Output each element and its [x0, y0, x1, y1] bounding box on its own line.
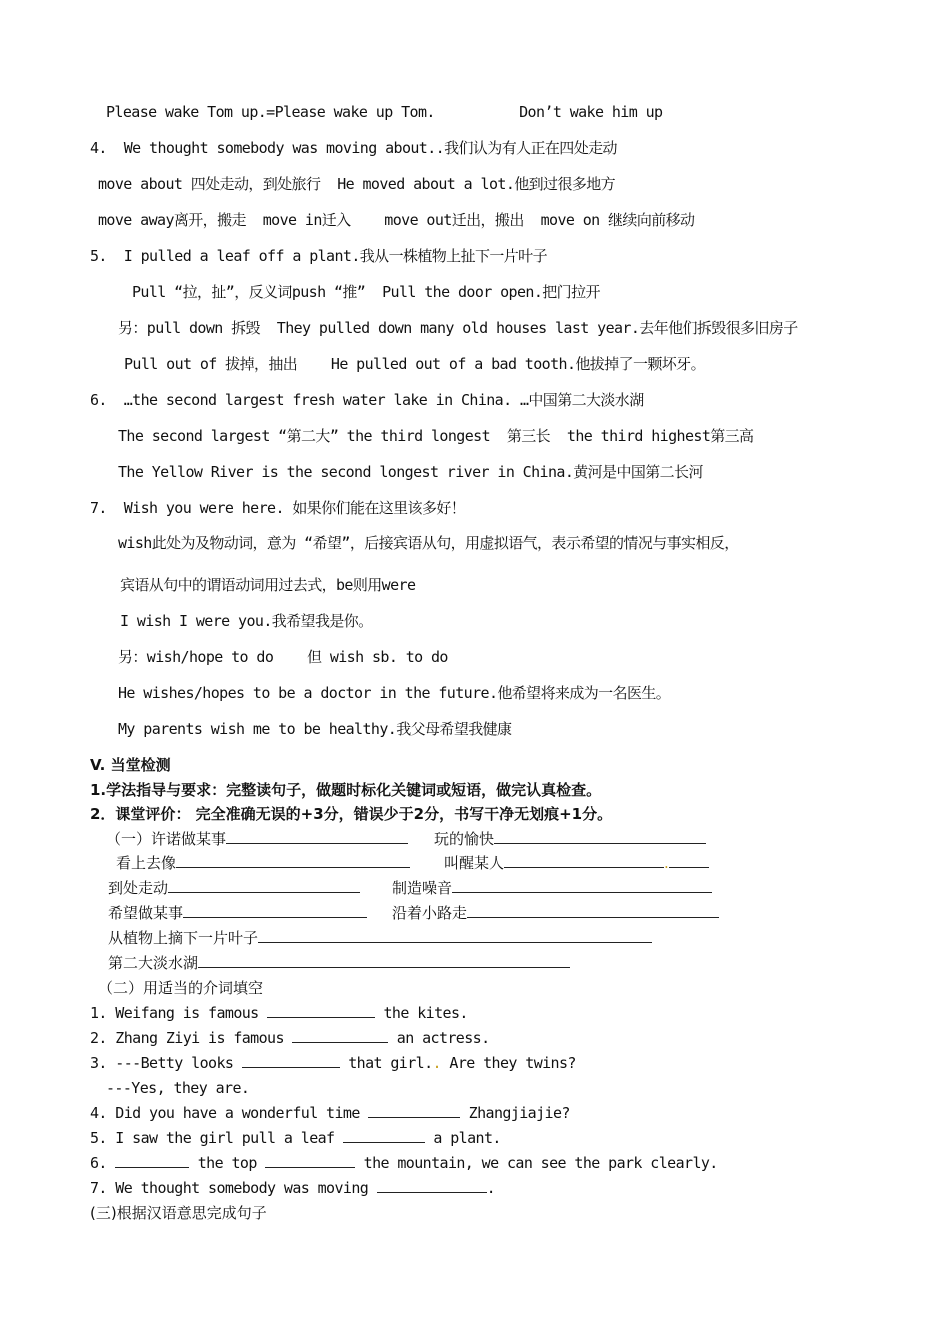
q1-text-b: the kites. — [383, 1004, 468, 1022]
part1-row1 — [106, 829, 408, 849]
section-title: V. 当堂检测 — [90, 756, 171, 774]
phrase-look-like: 看上去像 — [116, 854, 177, 872]
q3-text-b: that girl. — [348, 1054, 433, 1072]
note-wish-doctor: He wishes/hopes to be a doctor in the future.他希望将来成为一名医生。 — [118, 684, 671, 702]
q3-text-c: Are they twins? — [440, 1054, 576, 1072]
note-wish-healthy: My parents wish me to be healthy.我父母希望我健康 — [118, 720, 512, 738]
part2-title: （二）用适当的介词填空 — [98, 979, 264, 997]
phrase-walk-path: 沿着小路走 — [392, 904, 468, 922]
note-wish-example: I wish I were you.我希望我是你。 — [120, 612, 373, 630]
question-3 — [90, 1053, 576, 1073]
note-wish-tense: 宾语从句中的谓语动词用过去式，be则用were — [120, 576, 416, 594]
q5-text-a: 5. I saw the girl pull a leaf — [90, 1129, 335, 1147]
part1-row4 — [108, 903, 367, 923]
note-pull-down: 另：pull down 拆毁 They pulled down many old houses last year.去年他们拆毁很多旧房子 — [118, 319, 798, 337]
q1-text-a: 1. Weifang is famous — [90, 1004, 259, 1022]
note-second-largest: The second largest “第二大” the third longest 第三长 the third highest第三高 — [118, 427, 754, 445]
note-pull-out: Pull out of 拔掉，抽出 He pulled out of a bad tooth.他拔掉了一颗坏牙。 — [124, 355, 705, 373]
q2-text-a: 2. Zhang Ziyi is famous — [90, 1029, 284, 1047]
phrase-wish-to-do: 希望做某事 — [108, 904, 184, 922]
question-1 — [90, 1003, 468, 1023]
answer-blank[interactable] — [168, 878, 360, 893]
q5-text-b: a plant. — [433, 1129, 501, 1147]
answer-blank[interactable] — [467, 903, 719, 918]
answer-blank[interactable] — [669, 853, 709, 868]
answer-blank[interactable] — [176, 853, 410, 868]
part1-row2 — [116, 853, 410, 873]
answer-blank[interactable] — [343, 1128, 425, 1143]
q6-text-b: the top — [197, 1154, 257, 1172]
answer-blank[interactable] — [494, 829, 706, 844]
answer-blank[interactable] — [258, 928, 652, 943]
question-6 — [90, 1153, 718, 1173]
part3-title: (三)根据汉语意思完成句子 — [90, 1204, 267, 1222]
question-7 — [90, 1178, 495, 1198]
answer-blank[interactable] — [242, 1053, 340, 1068]
class-evaluation: 2．课堂评价： 完全准确无误的+3分，错误少于2分，书写干净无划痕+1分。 — [90, 805, 613, 823]
answer-blank[interactable] — [226, 829, 408, 844]
part1-row1b — [434, 829, 706, 849]
part1-row3b — [392, 878, 712, 898]
q6-text-a: 6. — [90, 1154, 107, 1172]
q4-text-b: Zhangjiajie? — [468, 1104, 570, 1122]
part1-row2b — [444, 853, 709, 873]
phrase-fun: 玩的愉快 — [434, 830, 495, 848]
part1-label: （一） — [106, 830, 152, 848]
q7-text-a: 7. We thought somebody was moving — [90, 1179, 369, 1197]
study-requirement: 1.学法指导与要求：完整读句子，做题时标化关键词或短语，做完认真检查。 — [90, 781, 602, 799]
part1-row4b — [392, 903, 719, 923]
question-4 — [90, 1103, 570, 1123]
note-item-7: 7. Wish you were here. 如果你们能在这里该多好！ — [90, 499, 466, 517]
q2-text-b: an actress. — [396, 1029, 490, 1047]
answer-blank[interactable] — [452, 878, 712, 893]
q4-text-a: 4. Did you have a wonderful time — [90, 1104, 360, 1122]
question-3-reply: ---Yes, they are. — [106, 1079, 250, 1097]
note-line-wake: Please wake Tom up.=Please wake up Tom. Don’t wake him up — [106, 103, 663, 121]
phrase-wake-up: 叫醒某人 — [444, 854, 505, 872]
answer-blank[interactable] — [198, 953, 570, 968]
answer-blank[interactable] — [368, 1103, 460, 1118]
phrase-make-noise: 制造噪音 — [392, 879, 453, 897]
phrase-move-about: 到处走动 — [108, 879, 169, 897]
note-item-6: 6. …the second largest fresh water lake in China. …中国第二大淡水湖 — [90, 391, 644, 409]
part1-row5 — [108, 928, 652, 948]
stray-dot: . — [432, 1054, 441, 1072]
answer-blank[interactable] — [377, 1178, 487, 1193]
note-wish-explain: wish此处为及物动词，意为 “希望”，后接宾语从句，用虚拟语气，表示希望的情况与事实相反， — [118, 534, 739, 552]
note-yellow-river: The Yellow River is the second longest river in China.黄河是中国第二长河 — [118, 463, 703, 481]
part1-row3 — [108, 878, 360, 898]
answer-blank[interactable] — [292, 1028, 388, 1043]
answer-blank[interactable] — [267, 1003, 375, 1018]
note-wish-hope: 另：wish/hope to do 但 wish sb. to do — [118, 648, 448, 666]
question-2 — [90, 1028, 490, 1048]
question-5 — [90, 1128, 501, 1148]
note-item-5: 5. I pulled a leaf off a plant.我从一株植物上扯下一片叶子 — [90, 247, 547, 265]
answer-blank[interactable] — [115, 1153, 189, 1168]
q3-text-a: 3. ---Betty looks — [90, 1054, 234, 1072]
answer-blank[interactable] — [504, 853, 664, 868]
stray-dot: . — [664, 854, 669, 872]
note-move-phrases: move away离开，搬走 move in迁入 move out迁出，搬出 move on 继续向前移动 — [98, 211, 695, 229]
q6-text-c: the mountain, we can see the park clearly. — [363, 1154, 718, 1172]
phrase-promise: 许诺做某事 — [151, 830, 227, 848]
part1-row6 — [108, 953, 570, 973]
answer-blank[interactable] — [183, 903, 367, 918]
phrase-second-lake: 第二大淡水湖 — [108, 954, 199, 972]
phrase-pick-leaf: 从植物上摘下一片叶子 — [108, 929, 259, 947]
note-move-about: move about 四处走动，到处旅行 He moved about a lot.他到过很多地方 — [98, 175, 616, 193]
note-item-4: 4. We thought somebody was moving about..我们认为有人正在四处走动 — [90, 139, 617, 157]
answer-blank[interactable] — [265, 1153, 355, 1168]
q7-text-b: . — [486, 1179, 496, 1197]
note-pull: Pull “拉，扯”，反义词push “推” Pull the door open.把门拉开 — [132, 283, 600, 301]
